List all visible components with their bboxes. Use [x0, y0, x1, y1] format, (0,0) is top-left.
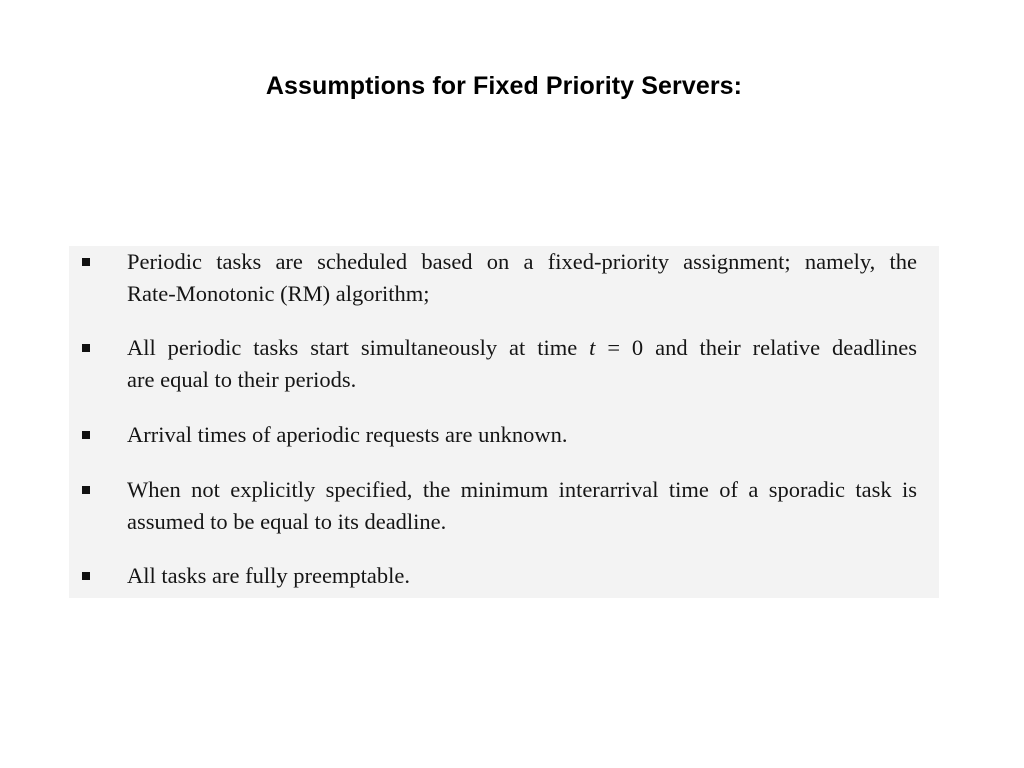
- assumption-line: Arrival times of aperiodic requests are unknown.: [127, 422, 568, 447]
- assumption-text: [127, 332, 917, 396]
- square-bullet-icon: [82, 486, 90, 494]
- assumption-line: All tasks are fully preemptable.: [127, 563, 411, 588]
- slide-title: Assumptions for Fixed Priority Servers:: [265, 72, 743, 100]
- assumption-text: [127, 419, 917, 451]
- square-bullet-icon: [82, 344, 90, 352]
- assumption-line: assumed to be equal to its deadline.: [127, 509, 447, 534]
- assumption-line: [127, 332, 917, 364]
- time-variable: t: [589, 335, 596, 360]
- assumption-fragment: = 0 and their relative deadlines: [607, 335, 917, 360]
- assumption-fragment: All periodic tasks start simultaneously at time: [127, 335, 578, 360]
- assumption-line: When not explicitly specified, the minimum interarrival time of a sporadic task is: [127, 477, 917, 502]
- square-bullet-icon: [82, 572, 90, 580]
- square-bullet-icon: [82, 258, 90, 266]
- assumption-line: are equal to their periods.: [127, 367, 357, 392]
- assumption-line: Periodic tasks are scheduled based on a fixed-priority assignment; namely, the: [127, 249, 917, 274]
- assumption-text: [127, 474, 917, 538]
- square-bullet-icon: [82, 431, 90, 439]
- assumption-text: [127, 246, 917, 310]
- assumptions-scan: [69, 246, 939, 598]
- assumption-text: [127, 560, 917, 592]
- assumption-line: Rate-Monotonic (RM) algorithm;: [127, 281, 430, 306]
